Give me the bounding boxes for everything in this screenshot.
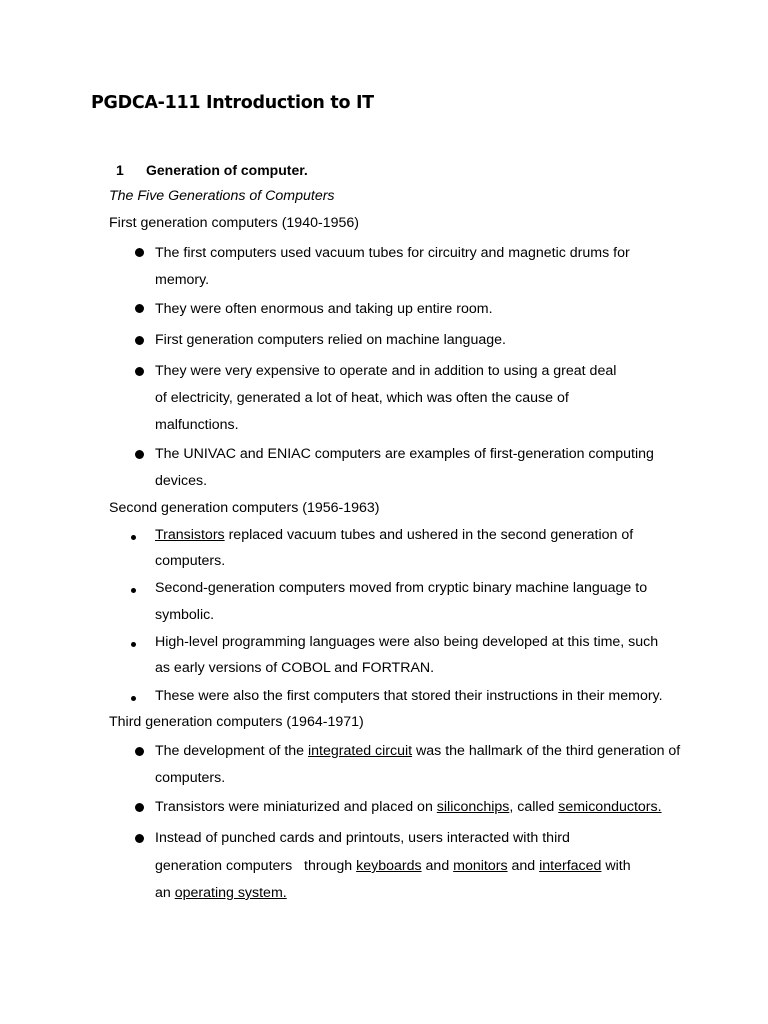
list-item-cont bbox=[155, 880, 287, 907]
list-item bbox=[155, 522, 633, 549]
document-subtitle: The Five Generations of Computers bbox=[109, 188, 335, 204]
list-item bbox=[155, 738, 680, 765]
document-title: PGDCA-111 Introduction to IT bbox=[91, 93, 374, 113]
bullet-icon bbox=[135, 834, 144, 843]
section-number: 1 bbox=[116, 162, 124, 178]
bullet-icon bbox=[131, 696, 136, 701]
list-item-text: was the hallmark of the third generation of bbox=[412, 743, 681, 759]
third-gen-heading: Third generation computers (1964-1971) bbox=[109, 714, 364, 730]
list-item-cont bbox=[155, 853, 631, 880]
list-item-cont: symbolic. bbox=[155, 607, 215, 623]
list-item-text: with bbox=[601, 858, 631, 874]
list-item-text: generation computers through bbox=[155, 858, 357, 874]
keyboards-link[interactable]: keyboards bbox=[356, 858, 422, 874]
list-item-text: an bbox=[155, 885, 175, 901]
bullet-icon bbox=[135, 803, 144, 812]
semiconductors-link[interactable]: semiconductors. bbox=[558, 799, 662, 815]
list-item-text: and bbox=[421, 858, 454, 874]
bullet-icon bbox=[135, 336, 144, 345]
bullet-icon bbox=[131, 535, 136, 540]
list-item-cont: devices. bbox=[155, 473, 208, 489]
list-item: They were very expensive to operate and in addition to using a great deal bbox=[155, 363, 617, 379]
bullet-icon bbox=[135, 747, 144, 756]
list-item: First generation computers relied on machine language. bbox=[155, 332, 506, 348]
list-item-text: replaced vacuum tubes and ushered in the second generation of bbox=[224, 527, 634, 543]
first-gen-heading: First generation computers (1940-1956) bbox=[109, 215, 359, 231]
monitors-link[interactable]: monitors bbox=[453, 858, 508, 874]
section-heading bbox=[116, 162, 308, 178]
list-item: Second-generation computers moved from cryptic binary machine language to bbox=[155, 580, 648, 596]
section-title: Generation of computer. bbox=[146, 162, 308, 178]
list-item-text: , called bbox=[509, 799, 559, 815]
list-item: The UNIVAC and ENIAC computers are examples of first-generation computing bbox=[155, 446, 654, 462]
bullet-icon bbox=[135, 450, 144, 459]
siliconchips-link[interactable]: siliconchips bbox=[436, 799, 510, 815]
interfaced-link[interactable]: interfaced bbox=[539, 858, 602, 874]
list-item-cont: of electricity, generated a lot of heat, which was often the cause of bbox=[155, 390, 569, 406]
bullet-icon bbox=[135, 367, 144, 376]
list-item: Instead of punched cards and printouts, users interacted with third bbox=[155, 830, 570, 846]
list-item-text: and bbox=[507, 858, 540, 874]
list-item: The first computers used vacuum tubes for circuitry and magnetic drums for bbox=[155, 245, 630, 261]
list-item-cont: computers. bbox=[155, 770, 226, 786]
list-item: These were also the first computers that stored their instructions in their memory. bbox=[155, 688, 663, 704]
transistors-link[interactable]: Transistors bbox=[155, 527, 225, 543]
operating-system-link[interactable]: operating system. bbox=[174, 885, 287, 901]
list-item-cont: computers. bbox=[155, 553, 226, 569]
bullet-icon bbox=[131, 588, 136, 593]
list-item: They were often enormous and taking up entire room. bbox=[155, 301, 493, 317]
list-item bbox=[155, 794, 662, 821]
list-item-cont: malfunctions. bbox=[155, 417, 239, 433]
bullet-icon bbox=[131, 642, 136, 647]
list-item-cont: memory. bbox=[155, 272, 210, 288]
bullet-icon bbox=[135, 248, 144, 257]
list-item: High-level programming languages were also being developed at this time, such bbox=[155, 634, 659, 650]
second-gen-heading: Second generation computers (1956-1963) bbox=[109, 500, 380, 516]
integrated-circuit-link[interactable]: integrated circuit bbox=[308, 743, 413, 759]
list-item-text: Transistors were miniaturized and placed on bbox=[155, 799, 437, 815]
list-item-cont: as early versions of COBOL and FORTRAN. bbox=[155, 660, 435, 676]
list-item-text: The development of the bbox=[155, 743, 309, 759]
bullet-icon bbox=[135, 304, 144, 313]
